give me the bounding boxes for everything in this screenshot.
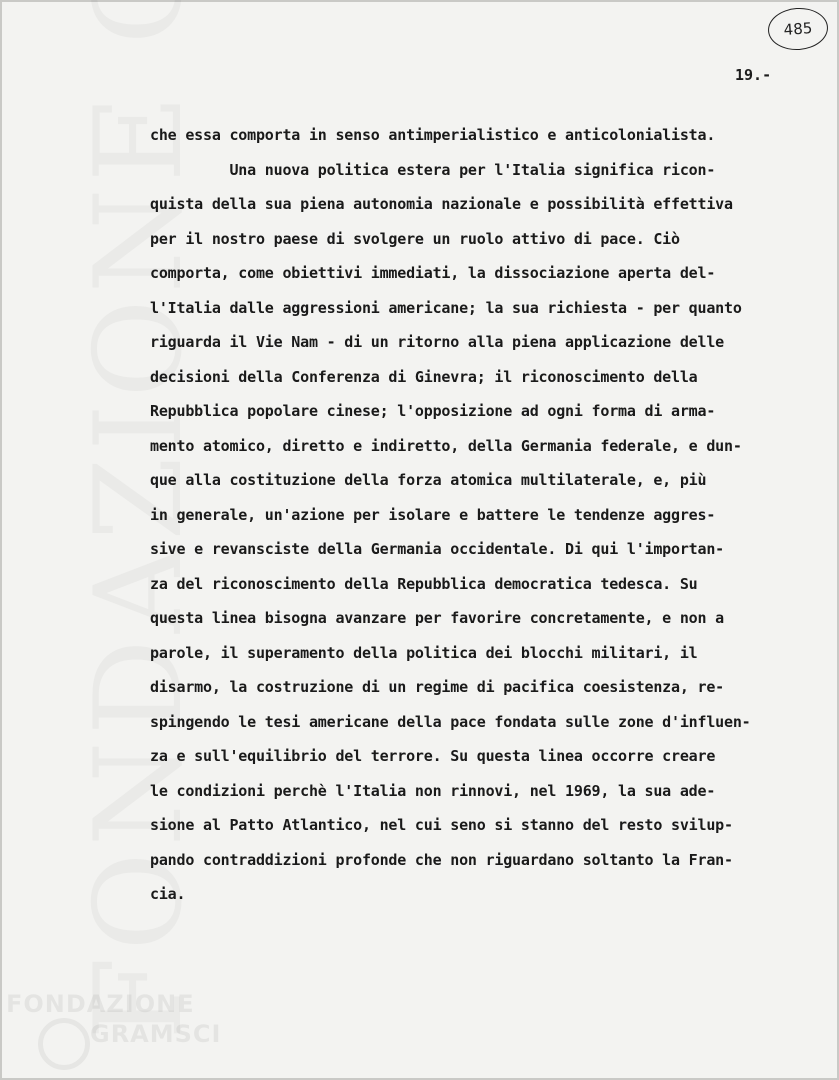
text-line: decisioni della Conferenza di Ginevra; il riconoscimento della [150,367,698,386]
text-line: in generale, un'azione per isolare e battere le tendenze aggres- [150,505,716,524]
logo-text-line2: GRAMSCI [90,1020,222,1048]
text-line: mento atomico, diretto e indiretto, della Germania federale, e dun- [150,436,742,455]
text-line: za e sull'equilibrio del terrore. Su questa linea occorre creare [150,747,716,765]
logo-text-line1: FONDAZIONE [6,990,195,1018]
text-line: za del riconoscimento della Repubblica democratica tedesca. Su [150,574,698,593]
text-line: cia. [150,885,186,903]
text-line: Una nuova politica estera per l'Italia significa ricon- [150,160,716,179]
text-line: le condizioni perchè l'Italia non rinnovi, nel 1969, la sua ade- [150,781,716,800]
text-line: quista della sua piena autonomia nazionale e possibilità effettiva [150,195,733,213]
archive-stamp-number: 485 [783,19,813,39]
text-line: sione al Patto Atlantico, nel cui seno si stanno del resto svilup- [150,816,733,834]
text-line: riguarda il Vie Nam - di un ritorno alla piena applicazione delle [150,333,724,351]
text-line: sive e revansciste della Germania occidentale. Di qui l'importan- [150,540,724,558]
text-line: questa linea bisogna avanzare per favorire concretamente, e non a [150,609,724,627]
text-line: per il nostro paese di svolgere un ruolo attivo di pace. Ciò [150,229,680,248]
foundation-logo-watermark [4,990,224,1070]
text-line: disarmo, la costruzione di un regime di pacifica coesistenza, re- [150,678,724,696]
text-line: spingendo le tesi americane della pace fondata sulle zone d'influen- [150,712,751,731]
paragraph [150,118,820,912]
logo-g-icon [38,1018,90,1070]
text-line: parole, il superamento della politica dei blocchi militari, il [150,643,698,662]
page-number: 19.- [735,66,772,84]
text-line: pando contraddizioni profonde che non riguardano soltanto la Fran- [150,850,733,869]
text-line: che essa comporta in senso antimperialistico e anticolonialista. [150,126,716,144]
archive-stamp [767,6,830,52]
text-line: l'Italia dalle aggressioni americane; la sua richiesta - per quanto [150,298,742,317]
text-line: que alla costituzione della forza atomica multilaterale, e, più [150,471,707,489]
text-line: comporta, come obiettivi immediati, la dissociazione aperta del- [150,264,716,282]
text-line: Repubblica popolare cinese; l'opposizione ad ogni forma di arma- [150,402,716,420]
